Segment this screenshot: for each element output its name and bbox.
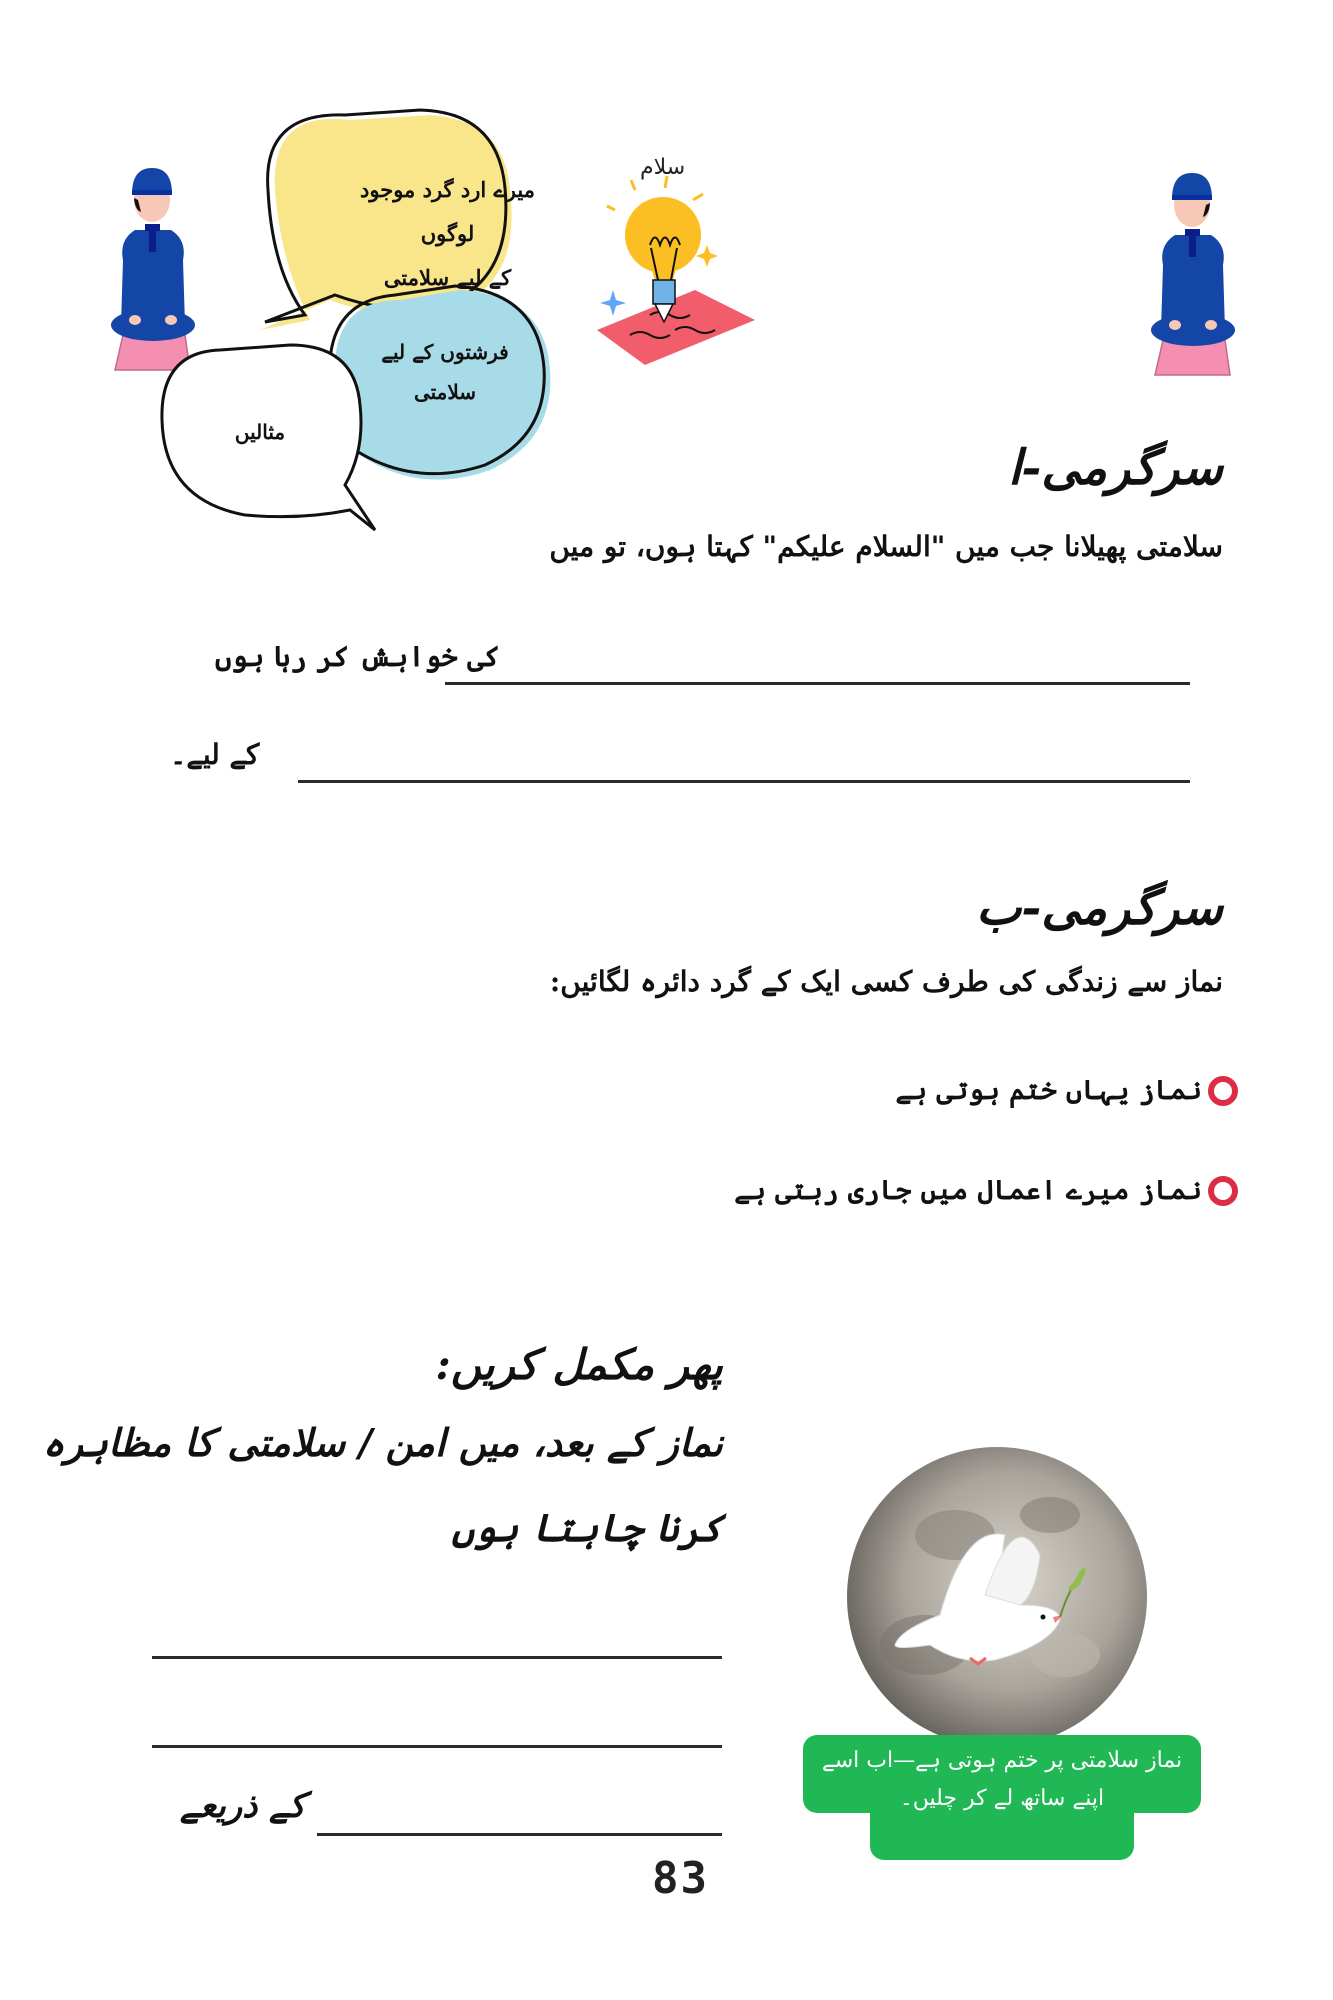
activity-b-prompt: نماز سے زندگی کی طرف کسی ایک کے گرد دائرہ لگائیں:	[549, 965, 1223, 998]
praying-child-illustration-right	[1145, 165, 1240, 380]
bubble-white-text: مثالیں	[234, 420, 286, 444]
activity-b-title: سرگرمی-ب	[976, 880, 1223, 936]
bubble-blue-text	[370, 332, 520, 412]
circle-option-radio[interactable]	[1208, 1176, 1238, 1206]
page-number: 83	[652, 1853, 709, 1904]
circle-option-radio[interactable]	[1208, 1076, 1238, 1106]
bubble-blue-line2: سلامتی	[413, 380, 477, 404]
activity-a-blank1-suffix: کی خواہش کر رہا ہوں	[215, 640, 501, 673]
salaam-label: سلام	[640, 155, 686, 180]
activity-a-blank2-suffix: کے لیے۔	[170, 738, 260, 771]
completion-answer-line-3[interactable]	[317, 1833, 722, 1836]
activity-b-option-2[interactable]	[734, 1175, 1238, 1206]
activity-a-answer-line-1[interactable]	[445, 682, 1190, 685]
moon-dove-icon	[845, 1445, 1150, 1750]
moon-banner-line1: نماز سلامتی پر ختم ہوتی ہے—اب اسے	[821, 1748, 1183, 1773]
salaam-lightbulb-illustration	[585, 150, 760, 370]
speech-bubbles-icon	[150, 100, 610, 540]
option-label: نماز میرے اعمال میں جاری رہتی ہے	[734, 1175, 1202, 1206]
option-label: نماز یہاں ختم ہوتی ہے	[895, 1075, 1202, 1106]
bubble-yellow-line2: کے لیے سلامتی	[383, 265, 512, 290]
praying-child-icon	[1145, 165, 1240, 380]
completion-through-label: کے ذریعے	[180, 1786, 306, 1826]
activity-a-answer-line-2[interactable]	[298, 780, 1190, 783]
activity-a-prompt: سلامتی پھیلانا جب میں "السلام علیکم" کہتا ہوں، تو میں	[549, 530, 1223, 563]
bubble-yellow-text	[350, 168, 545, 300]
bubble-blue-line1: فرشتوں کے لیے	[381, 340, 509, 364]
activity-a-title: سرگرمی-ا	[1007, 440, 1223, 496]
speech-bubbles-group	[150, 100, 610, 540]
completion-title: پھر مکمل کریں:	[435, 1340, 723, 1389]
completion-answer-line-1[interactable]	[152, 1656, 722, 1659]
completion-answer-line-2[interactable]	[152, 1745, 722, 1748]
bubble-yellow-line1: میرے ارد گرد موجود لوگوں	[360, 177, 535, 246]
moon-banner-text	[803, 1742, 1201, 1818]
activity-b-option-1[interactable]	[895, 1075, 1238, 1106]
completion-line1: نماز کے بعد، میں امن / سلامتی کا مظاہرہ	[42, 1420, 723, 1465]
moon-banner-line2: اپنے ساتھ لے کر چلیں۔	[899, 1786, 1105, 1811]
completion-line2: کرنا چاہتا ہوں	[451, 1505, 723, 1550]
lightbulb-pencil-icon	[585, 150, 760, 370]
moon-dove-illustration	[845, 1445, 1150, 1750]
